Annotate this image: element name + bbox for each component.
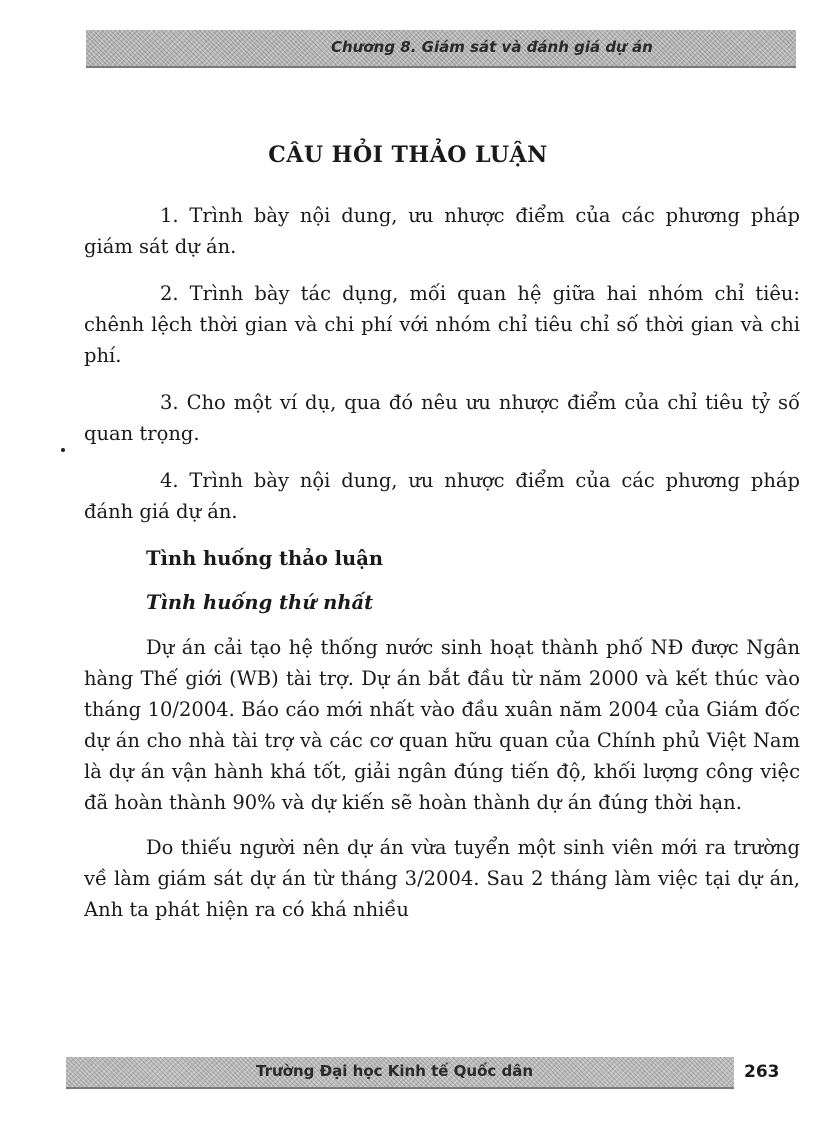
paragraph-2: Do thiếu người nên dự án vừa tuyển một sinh viên mới ra trường về làm giám sát dự án từ tháng 3/2004. Sau 2 tháng làm việc tại dự án, Anh ta phát hiện ra có khá nhiều [84, 836, 800, 921]
question-1: 1. Trình bày nội dung, ưu nhược điểm của các phương pháp giám sát dự án. [84, 204, 800, 258]
paragraph-1: Dự án cải tạo hệ thống nước sinh hoạt thành phố NĐ được Ngân hàng Thế giới (WB) tài trợ. Dự án bắt đầu từ năm 2000 và kết thúc vào tháng 10/2004. Báo cáo mới nhất vào đầu xuân năm 2004 của Giám đốc dự án cho nhà tài trợ và các cơ quan hữu quan của Chính phủ Việt Nam là dự án vận hành khá tốt, giải ngân đúng tiến độ, khối lượng công việc đã hoàn thành 90% và dự kiến sẽ hoàn thành dự án đúng thời hạn. [84, 636, 800, 814]
question-4: 4. Trình bày nội dung, ưu nhược điểm của các phương pháp đánh giá dự án. [84, 469, 800, 523]
question-2: 2. Trình bày tác dụng, mối quan hệ giữa hai nhóm chỉ tiêu: chênh lệch thời gian và chi phí với nhóm chỉ tiêu chỉ số thời gian và chi phí. [84, 282, 800, 367]
institution-name: Trường Đại học Kinh tế Quốc dân [256, 1062, 534, 1080]
running-footer [66, 1057, 734, 1089]
page-number: 263 [744, 1062, 780, 1082]
section-heading: Tình huống thảo luận [146, 547, 384, 570]
page-title: CÂU HỎI THẢO LUẬN [268, 142, 548, 168]
case-heading: Tình huống thứ nhất [146, 591, 374, 614]
margin-mark [61, 448, 65, 452]
body-text [84, 200, 800, 939]
running-header [86, 30, 796, 68]
chapter-title: Chương 8. Giám sát và đánh giá dự án [331, 38, 653, 56]
question-3: 3. Cho một ví dụ, qua đó nêu ưu nhược điểm của chỉ tiêu tỷ số quan trọng. [84, 391, 800, 445]
